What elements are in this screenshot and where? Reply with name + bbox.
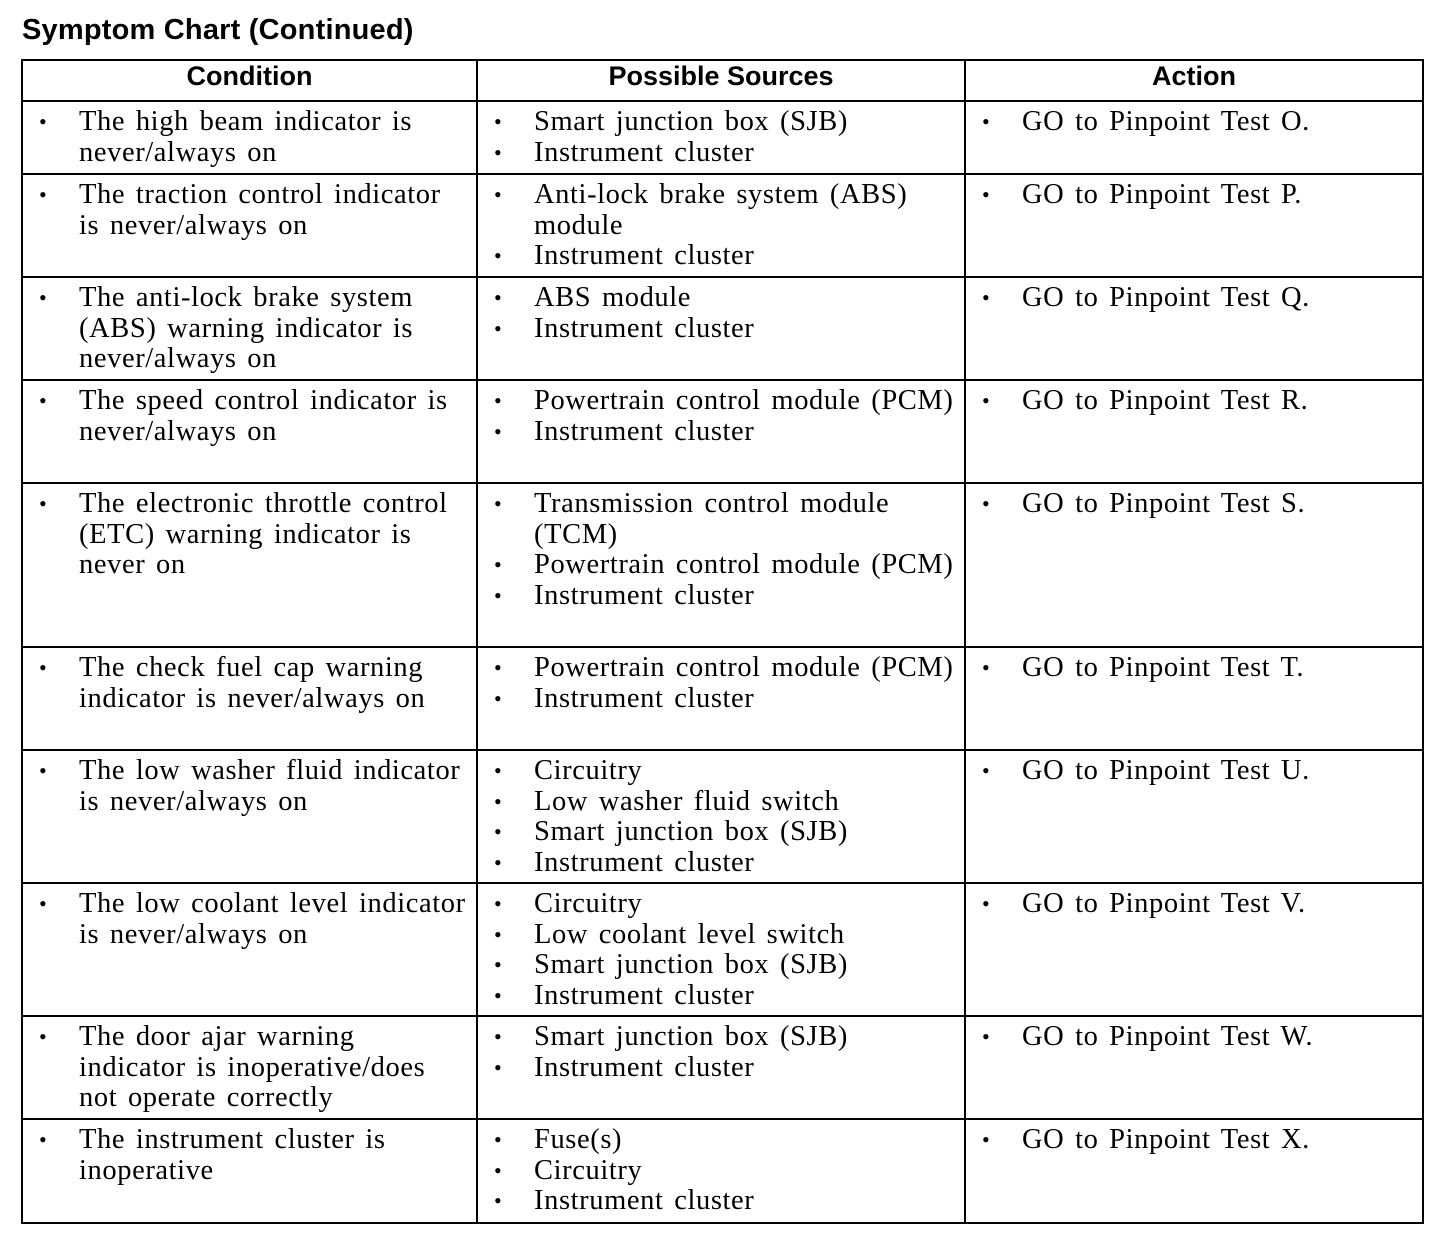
source-item-text: Anti-lock brake system (ABS) module xyxy=(534,179,908,241)
action-item-text: GO to Pinpoint Test U. xyxy=(1022,755,1310,786)
bullet-icon: • xyxy=(982,1127,991,1152)
condition-item xyxy=(23,756,476,817)
condition-cell xyxy=(22,277,477,380)
action-item xyxy=(966,653,1422,684)
source-item xyxy=(478,386,964,417)
sources-list xyxy=(478,653,964,714)
action-list xyxy=(966,653,1422,684)
source-item xyxy=(478,653,964,684)
bullet-icon: • xyxy=(982,109,991,134)
source-item xyxy=(478,1186,964,1217)
table-body xyxy=(22,101,1423,1223)
condition-item-text: The instrument cluster is inoperative xyxy=(79,1124,386,1186)
source-item xyxy=(478,581,964,612)
action-list xyxy=(966,283,1422,314)
bullet-icon: • xyxy=(494,139,503,165)
source-item xyxy=(478,920,964,951)
source-item xyxy=(478,107,964,138)
condition-list xyxy=(23,107,476,168)
table-row xyxy=(22,1016,1423,1119)
source-item xyxy=(478,417,964,448)
condition-list xyxy=(23,1125,476,1186)
source-item-text: Fuse(s) xyxy=(534,1124,623,1155)
action-item xyxy=(966,489,1422,520)
source-item xyxy=(478,550,964,581)
possible-sources-cell xyxy=(477,380,965,483)
condition-item-text: The low coolant level indicator is never/always on xyxy=(79,888,466,950)
bullet-icon: • xyxy=(494,491,503,516)
source-item-text: Circuitry xyxy=(534,888,643,919)
action-item xyxy=(966,283,1422,314)
source-item xyxy=(478,1022,964,1053)
possible-sources-cell xyxy=(477,174,965,277)
action-item xyxy=(966,386,1422,417)
page-title: Symptom Chart (Continued) xyxy=(22,14,414,46)
table-row xyxy=(22,883,1423,1016)
bullet-icon: • xyxy=(982,388,991,413)
action-item-text: GO to Pinpoint Test P. xyxy=(1022,179,1303,210)
action-item xyxy=(966,180,1422,211)
action-list xyxy=(966,1125,1422,1156)
table-row xyxy=(22,380,1423,483)
condition-item-text: The traction control indicator is never/always on xyxy=(79,179,441,241)
condition-item-text: The anti-lock brake system (ABS) warning indicator is never/always on xyxy=(79,282,414,375)
source-item xyxy=(478,950,964,981)
header-possible-sources: Possible Sources xyxy=(477,60,965,101)
bullet-icon: • xyxy=(494,182,503,207)
condition-item-text: The low washer fluid indicator is never/always on xyxy=(79,755,461,817)
source-item-text: Instrument cluster xyxy=(534,980,755,1012)
condition-list xyxy=(23,489,476,581)
source-item xyxy=(478,848,964,879)
condition-list xyxy=(23,1022,476,1114)
source-item-text: Transmission control module (TCM) xyxy=(534,488,890,550)
condition-item xyxy=(23,1022,476,1114)
source-item-text: Circuitry xyxy=(534,1154,643,1186)
condition-cell xyxy=(22,883,477,1016)
source-item xyxy=(478,1053,964,1084)
sources-list xyxy=(478,386,964,447)
bullet-icon: • xyxy=(494,1054,503,1080)
source-item xyxy=(478,180,964,241)
source-item xyxy=(478,981,964,1012)
condition-item-text: The high beam indicator is never/always on xyxy=(79,106,413,168)
source-item-text: Low washer fluid switch xyxy=(534,785,840,817)
action-item-text: GO to Pinpoint Test S. xyxy=(1022,488,1306,519)
condition-list xyxy=(23,653,476,714)
action-cell xyxy=(965,101,1423,174)
bullet-icon: • xyxy=(494,758,503,783)
source-item xyxy=(478,138,964,169)
bullet-icon: • xyxy=(494,1024,503,1049)
source-item-text: Instrument cluster xyxy=(534,240,755,272)
source-item-text: Smart junction box (SJB) xyxy=(534,816,848,848)
source-item-text: Circuitry xyxy=(534,755,643,786)
bullet-icon: • xyxy=(494,655,503,680)
action-item-text: GO to Pinpoint Test Q. xyxy=(1022,282,1310,313)
condition-cell xyxy=(22,174,477,277)
sources-list xyxy=(478,489,964,612)
source-item-text: Low coolant level switch xyxy=(534,918,845,950)
source-item xyxy=(478,241,964,272)
condition-list xyxy=(23,283,476,375)
bullet-icon: • xyxy=(39,758,48,783)
source-item xyxy=(478,756,964,787)
possible-sources-cell xyxy=(477,1016,965,1119)
source-item-text: Instrument cluster xyxy=(534,847,755,879)
source-item-text: Powertrain control module (PCM) xyxy=(534,652,954,683)
bullet-icon: • xyxy=(494,109,503,134)
source-item xyxy=(478,1156,964,1187)
bullet-icon: • xyxy=(39,388,48,413)
bullet-icon: • xyxy=(982,491,991,516)
condition-item xyxy=(23,889,476,950)
possible-sources-cell xyxy=(477,750,965,883)
bullet-icon: • xyxy=(39,655,48,680)
bullet-icon: • xyxy=(494,983,503,1009)
sources-list xyxy=(478,283,964,344)
symptom-chart-table xyxy=(21,59,1424,1224)
possible-sources-cell xyxy=(477,1119,965,1223)
source-item-text: Instrument cluster xyxy=(534,682,755,714)
bullet-icon: • xyxy=(494,1127,503,1152)
sources-list xyxy=(478,1022,964,1083)
bullet-icon: • xyxy=(494,583,503,609)
source-item xyxy=(478,817,964,848)
source-item xyxy=(478,283,964,314)
source-item xyxy=(478,684,964,715)
bullet-icon: • xyxy=(494,315,503,341)
condition-list xyxy=(23,180,476,241)
action-cell xyxy=(965,883,1423,1016)
bullet-icon: • xyxy=(39,285,48,310)
sources-list xyxy=(478,756,964,879)
action-cell xyxy=(965,750,1423,883)
table-row xyxy=(22,647,1423,750)
condition-item xyxy=(23,107,476,168)
source-item-text: Instrument cluster xyxy=(534,1051,755,1083)
table-row xyxy=(22,277,1423,380)
condition-item xyxy=(23,283,476,375)
bullet-icon: • xyxy=(39,182,48,207)
sources-list xyxy=(478,889,964,1012)
condition-cell xyxy=(22,483,477,647)
source-item xyxy=(478,314,964,345)
table-row xyxy=(22,1119,1423,1223)
action-list xyxy=(966,756,1422,787)
condition-cell xyxy=(22,101,477,174)
table-row xyxy=(22,174,1423,277)
condition-cell xyxy=(22,380,477,483)
action-item-text: GO to Pinpoint Test T. xyxy=(1022,652,1305,683)
bullet-icon: • xyxy=(39,491,48,516)
table-row xyxy=(22,750,1423,883)
action-item xyxy=(966,107,1422,138)
source-item-text: Instrument cluster xyxy=(534,580,755,612)
action-list xyxy=(966,1022,1422,1053)
action-cell xyxy=(965,277,1423,380)
condition-item-text: The speed control indicator is never/always on xyxy=(79,385,448,447)
table-row xyxy=(22,101,1423,174)
source-item xyxy=(478,489,964,550)
bullet-icon: • xyxy=(494,891,503,916)
action-item xyxy=(966,889,1422,920)
action-cell xyxy=(965,1119,1423,1223)
condition-item xyxy=(23,180,476,241)
bullet-icon: • xyxy=(982,891,991,916)
bullet-icon: • xyxy=(494,850,503,876)
possible-sources-cell xyxy=(477,483,965,647)
action-item-text: GO to Pinpoint Test O. xyxy=(1022,106,1310,137)
action-item-text: GO to Pinpoint Test R. xyxy=(1022,385,1309,416)
source-item-text: Smart junction box (SJB) xyxy=(534,106,848,137)
sources-list xyxy=(478,107,964,168)
condition-list xyxy=(23,756,476,817)
source-item-text: ABS module xyxy=(534,282,692,313)
condition-cell xyxy=(22,647,477,750)
sources-list xyxy=(478,1125,964,1217)
bullet-icon: • xyxy=(494,285,503,310)
source-item-text: Powertrain control module (PCM) xyxy=(534,385,954,416)
header-condition: Condition xyxy=(22,60,477,101)
action-cell xyxy=(965,380,1423,483)
possible-sources-cell xyxy=(477,101,965,174)
action-item-text: GO to Pinpoint Test V. xyxy=(1022,888,1306,919)
source-item xyxy=(478,1125,964,1156)
action-cell xyxy=(965,1016,1423,1119)
bullet-icon: • xyxy=(494,388,503,413)
action-list xyxy=(966,107,1422,138)
bullet-icon: • xyxy=(494,921,503,947)
source-item xyxy=(478,889,964,920)
bullet-icon: • xyxy=(494,552,503,578)
source-item xyxy=(478,787,964,818)
table-row xyxy=(22,483,1423,647)
condition-item-text: The door ajar warning indicator is inoperative/does not operate correctly xyxy=(79,1021,426,1114)
source-item-text: Instrument cluster xyxy=(534,312,755,344)
bullet-icon: • xyxy=(39,109,48,134)
bullet-icon: • xyxy=(982,1024,991,1049)
bullet-icon: • xyxy=(494,1157,503,1183)
bullet-icon: • xyxy=(39,1024,48,1049)
condition-cell xyxy=(22,1016,477,1119)
possible-sources-cell xyxy=(477,277,965,380)
bullet-icon: • xyxy=(982,285,991,310)
bullet-icon: • xyxy=(39,1127,48,1152)
bullet-icon: • xyxy=(982,758,991,783)
bullet-icon: • xyxy=(494,819,503,845)
action-list xyxy=(966,889,1422,920)
bullet-icon: • xyxy=(494,952,503,978)
source-item-text: Instrument cluster xyxy=(534,415,755,447)
bullet-icon: • xyxy=(494,685,503,711)
source-item-text: Instrument cluster xyxy=(534,1185,755,1217)
bullet-icon: • xyxy=(494,418,503,444)
action-item xyxy=(966,1022,1422,1053)
condition-list xyxy=(23,889,476,950)
condition-item-text: The check fuel cap warning indicator is never/always on xyxy=(79,652,426,714)
action-list xyxy=(966,489,1422,520)
possible-sources-cell xyxy=(477,883,965,1016)
bullet-icon: • xyxy=(494,788,503,814)
source-item-text: Powertrain control module (PCM) xyxy=(534,549,954,581)
sources-list xyxy=(478,180,964,272)
header-action: Action xyxy=(965,60,1423,101)
condition-cell xyxy=(22,750,477,883)
action-cell xyxy=(965,647,1423,750)
bullet-icon: • xyxy=(982,182,991,207)
action-item-text: GO to Pinpoint Test W. xyxy=(1022,1021,1314,1052)
source-item-text: Instrument cluster xyxy=(534,136,755,168)
action-item xyxy=(966,1125,1422,1156)
action-list xyxy=(966,180,1422,211)
table-header-row xyxy=(22,60,1423,101)
source-item-text: Smart junction box (SJB) xyxy=(534,1021,848,1052)
action-item-text: GO to Pinpoint Test X. xyxy=(1022,1124,1310,1155)
condition-cell xyxy=(22,1119,477,1223)
condition-item-text: The electronic throttle control (ETC) warning indicator is never on xyxy=(79,488,448,581)
possible-sources-cell xyxy=(477,647,965,750)
action-cell xyxy=(965,483,1423,647)
bullet-icon: • xyxy=(494,243,503,269)
condition-list xyxy=(23,386,476,447)
condition-item xyxy=(23,1125,476,1186)
action-list xyxy=(966,386,1422,417)
action-item xyxy=(966,756,1422,787)
source-item-text: Smart junction box (SJB) xyxy=(534,949,848,981)
action-cell xyxy=(965,174,1423,277)
condition-item xyxy=(23,489,476,581)
bullet-icon: • xyxy=(982,655,991,680)
condition-item xyxy=(23,386,476,447)
bullet-icon: • xyxy=(494,1188,503,1214)
condition-item xyxy=(23,653,476,714)
bullet-icon: • xyxy=(39,891,48,916)
